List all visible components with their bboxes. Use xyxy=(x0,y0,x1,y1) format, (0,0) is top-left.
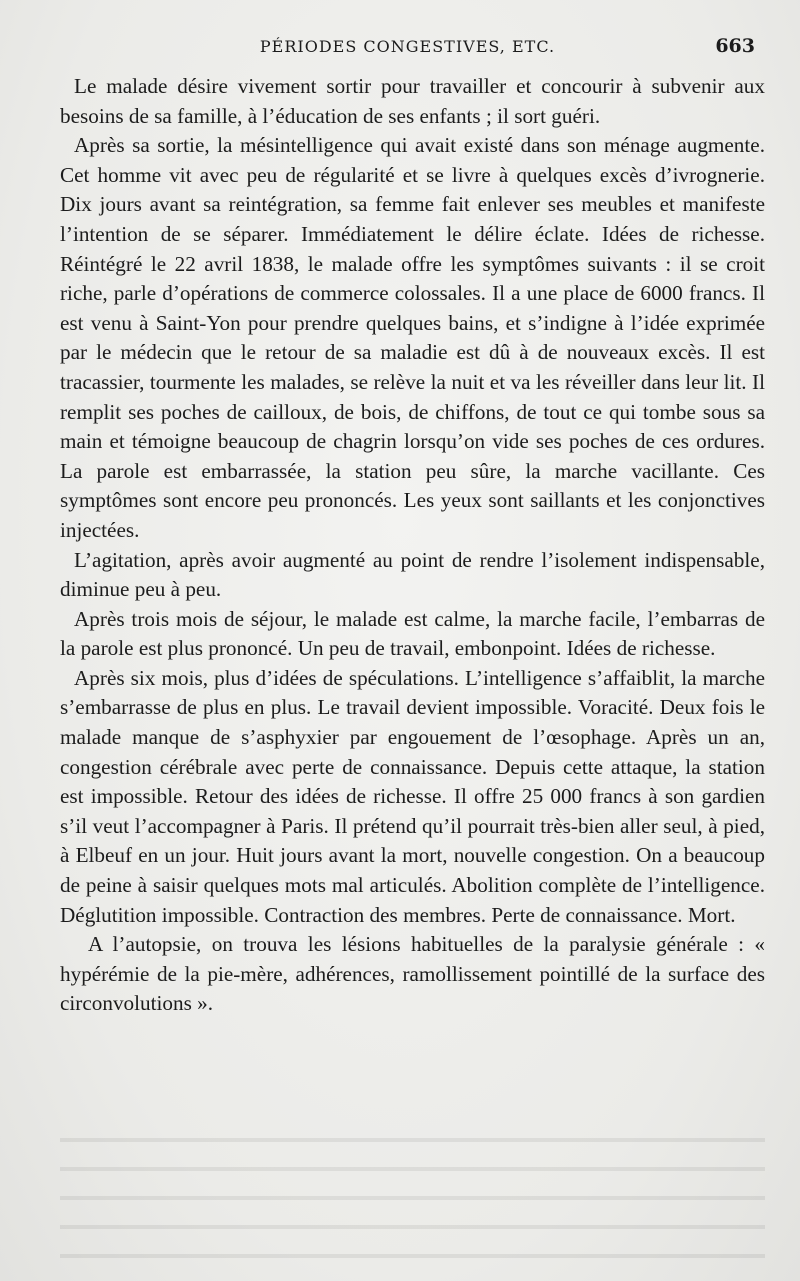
paragraph: A l’autopsie, on trouva les lésions habituelles de la paralysie générale : « hypérémie de la pie-mère, adhérences, ramollissement pointillé de la surface des circonvolutions ». xyxy=(60,932,765,1016)
page-header xyxy=(60,35,755,59)
show-through-texture xyxy=(60,1120,765,1280)
running-title: PÉRIODES CONGESTIVES, ETC. xyxy=(259,37,556,56)
paragraph: Le malade désire vivement sortir pour travailler et concourir à subvenir aux besoins de sa famille, à l’éducation de ses enfants ; il sort guéri. xyxy=(60,74,765,128)
paragraph: Après sa sortie, la mésintelligence qui avait existé dans son ménage augmente. Cet homme vit avec peu de régularité et se livre à quelques excès d’ivrognerie. Dix jours avant sa reintégration, sa femme fait enlever ses meubles et manifeste l’intention de se séparer. Immédiatement le délire éclate. Idées de richesse. Réintégré le 22 avril 1838, le malade offre les symptômes suivants : il se croit riche, parle d’opérations de commerce colossales. Il a une place de 6000 francs. Il est venu à Saint-Yon pour prendre quelques bains, et s’indigne à l’idée exprimée par le médecin que le retour de sa maladie est dû à de nouveaux excès. Il est tracassier, tourmente les malades, se relève la nuit et va les réveiller dans leur lit. Il remplit ses poches de cailloux, de bois, de chiffons, de tout ce qui tombe sous sa main et témoigne beaucoup de chagrin lorsqu’on vide ses poches de ces ordures. La parole est embarrassée, la station peu sûre, la marche vacillante. Ces symptômes sont encore peu prononcés. Les yeux sont saillants et les conjonctives injectées. xyxy=(60,133,765,542)
page-number: 663 xyxy=(715,35,755,57)
paragraph: Après trois mois de séjour, le malade est calme, la marche facile, l’embarras de la parole est plus prononcé. Un peu de travail, embonpoint. Idées de richesse. xyxy=(60,606,765,661)
body-text xyxy=(60,72,765,1019)
paragraph: Après six mois, plus d’idées de spéculations. L’intelligence s’affaiblit, la marche s’embarrasse de plus en plus. Le travail devient impossible. Voracité. Deux fois le malade manque de s’asphyxier par engouement de l’œsophage. Après un an, congestion cérébrale avec perte de connaissance. Depuis cette attaque, la station est impossible. Retour des idées de richesse. Il offre 25 000 francs à son gardien s’il veut l’accompagner à Paris. Il prétend qu’il pourrait très-bien aller seul, à pied, à Elbeuf en un jour. Huit jours avant la mort, nouvelle congestion. On a beaucoup de peine à saisir quelques mots mal articulés. Abolition complète de l’intelligence. Déglutition impossible. Contraction des membres. Perte de connaissance. Mort. xyxy=(60,665,765,927)
paragraph: L’agitation, après avoir augmenté au point de rendre l’isolement indispensable, diminue peu à peu. xyxy=(60,547,765,602)
